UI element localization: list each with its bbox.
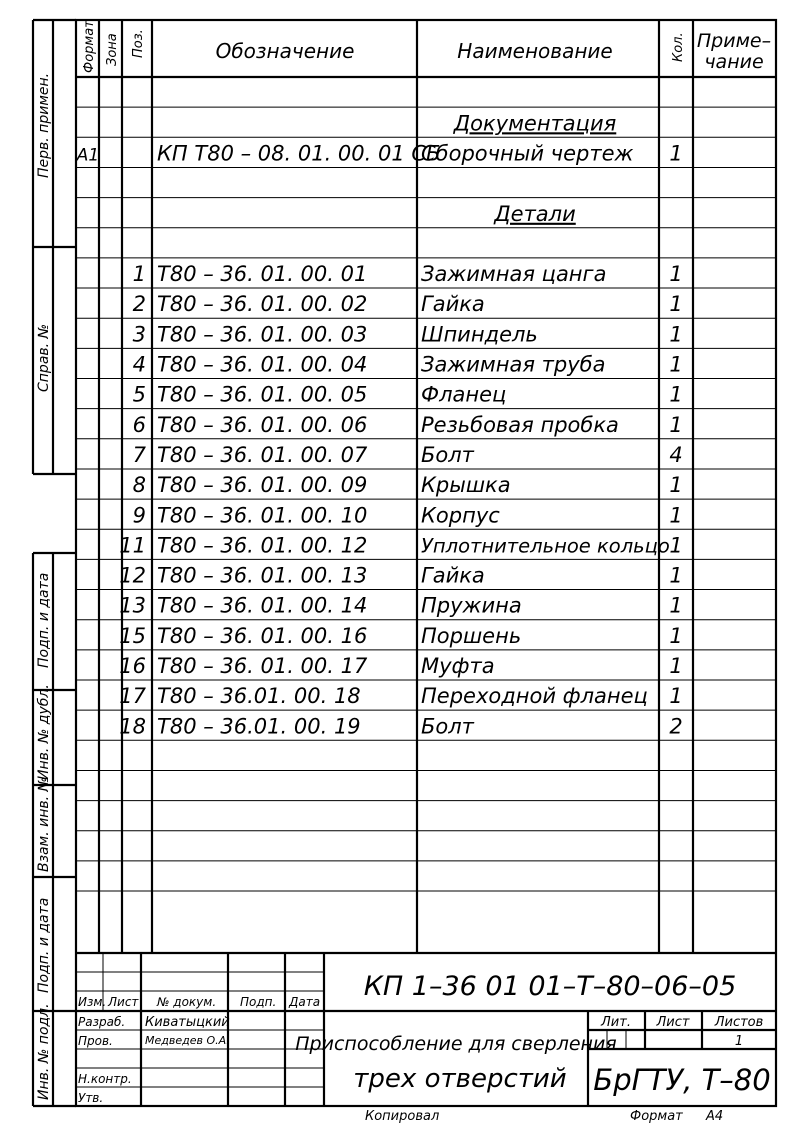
cell-designation: Т80 – 36. 01. 00. 07 <box>157 442 368 467</box>
cell-qty: 1 <box>669 473 683 498</box>
sidebar-inv-dubl: Инв. № дубл. <box>36 684 52 780</box>
table-header <box>82 20 771 73</box>
cell-name: Гайка <box>421 292 485 317</box>
cell-pos: 17 <box>119 684 146 709</box>
label-list2: Лист <box>656 1015 690 1030</box>
header-note-line1: Приме– <box>696 30 772 52</box>
header-qty: Кол. <box>671 32 686 62</box>
sidebar-vzam-inv: Взам. инв. № <box>36 776 52 872</box>
header-zone: Зона <box>105 33 120 66</box>
table-row <box>133 322 683 346</box>
footer-format-label: Формат <box>630 1109 683 1124</box>
cell-name: Уплотнительное кольцо <box>421 534 670 558</box>
cell-designation: Т80 – 36.01. 00. 19 <box>157 714 361 739</box>
cell-pos: 12 <box>119 563 146 588</box>
cell-name: Зажимная цанга <box>421 262 607 287</box>
table-row <box>133 443 683 467</box>
table-row <box>133 503 683 527</box>
sidebar-podp-data-1: Подп. и дата <box>36 572 52 668</box>
table-row <box>119 533 682 557</box>
title-line1: Приспособление для сверления <box>295 1033 617 1055</box>
cell-name: Переходной фланец <box>421 684 648 709</box>
label-nkontr: Н.контр. <box>78 1072 132 1086</box>
cell-designation: Т80 – 36. 01. 00. 05 <box>157 382 368 407</box>
cell-qty: 1 <box>669 382 683 407</box>
cell-qty: 1 <box>669 623 683 648</box>
cell-qty: 1 <box>669 412 683 437</box>
table-row <box>119 564 682 588</box>
cell-qty: 1 <box>669 352 683 377</box>
section-header-row <box>453 111 617 135</box>
cell-qty: 1 <box>669 533 683 558</box>
cell-designation: Т80 – 36. 01. 00. 17 <box>157 654 368 678</box>
cell-pos: 16 <box>119 654 146 678</box>
section-header-row <box>493 202 576 226</box>
cell-designation: Т80 – 36. 01. 00. 01 <box>157 262 368 287</box>
cell-pos: 13 <box>119 593 146 618</box>
cell-pos: 15 <box>119 623 146 648</box>
table-row <box>133 262 683 286</box>
cell-qty: 1 <box>669 141 683 166</box>
label-razrab: Разраб. <box>78 1015 126 1029</box>
cell-pos: 5 <box>132 382 146 407</box>
table-row <box>119 714 682 738</box>
sidebar-perv-primen: Перв. примен. <box>36 72 52 178</box>
cell-pos: 9 <box>132 503 146 528</box>
section-title: Документация <box>453 111 617 136</box>
table-row <box>133 473 683 497</box>
sidebar-podp-data-2: Подп. и дата <box>36 897 52 993</box>
table-row <box>119 624 682 648</box>
cell-name: Сборочный чертеж <box>421 141 634 166</box>
cell-format: A1 <box>76 145 100 166</box>
doc-code: КП 1–36 01 01–Т–80–06–05 <box>363 971 737 1002</box>
cell-qty: 1 <box>669 593 683 618</box>
cell-qty: 2 <box>669 714 683 739</box>
cell-pos: 8 <box>132 473 146 498</box>
cell-pos: 6 <box>132 412 146 437</box>
sidebar-sprav-no: Справ. № <box>36 323 52 392</box>
cell-designation: Т80 – 36. 01. 00. 06 <box>157 412 368 437</box>
cell-pos: 1 <box>132 262 146 287</box>
header-format: Формат <box>82 20 97 73</box>
section-title: Детали <box>494 201 576 226</box>
cell-name: Шпиндель <box>421 322 538 347</box>
cell-qty: 1 <box>669 654 683 678</box>
cell-pos: 4 <box>132 352 146 377</box>
label-list: Лист <box>108 995 139 1009</box>
cell-designation: Т80 – 36. 01. 00. 03 <box>157 322 368 347</box>
table-row <box>119 594 682 618</box>
table-row <box>119 654 682 678</box>
header-name: Наименование <box>457 39 613 63</box>
label-podp: Подп. <box>240 995 277 1009</box>
cell-designation: Т80 – 36. 01. 00. 12 <box>157 533 368 558</box>
cell-pos: 11 <box>119 533 146 558</box>
cell-name: Крышка <box>421 473 511 498</box>
cell-designation: Т80 – 36. 01. 00. 09 <box>157 473 368 498</box>
cell-name: Поршень <box>421 623 522 648</box>
header-designation: Обозначение <box>215 39 355 63</box>
table-row <box>76 141 683 165</box>
cell-qty: 4 <box>669 442 683 467</box>
cell-designation: КП Т80 – 08. 01. 00. 01 СБ <box>157 141 441 166</box>
cell-qty: 1 <box>669 322 683 347</box>
prov-name: Медведев О.А. <box>145 1034 230 1047</box>
razrab-name: Киватыцкий <box>145 1015 230 1030</box>
cell-name: Зажимная труба <box>421 352 606 377</box>
header-note-line2: чание <box>704 51 764 73</box>
cell-name: Болт <box>421 442 474 467</box>
cell-designation: Т80 – 36. 01. 00. 10 <box>157 503 368 528</box>
label-data: Дата <box>289 995 321 1009</box>
footer-format-value: А4 <box>706 1109 724 1124</box>
title-line2: трех отверстий <box>353 1064 567 1094</box>
footer-copied: Копировал <box>365 1109 440 1124</box>
cell-name: Пружина <box>421 593 522 618</box>
cell-qty: 1 <box>669 503 683 528</box>
label-izm: Изм. <box>78 995 107 1009</box>
cell-pos: 7 <box>132 442 146 467</box>
cell-name: Болт <box>421 714 474 739</box>
cell-name: Корпус <box>421 503 500 528</box>
cell-pos: 2 <box>132 292 146 317</box>
cell-qty: 1 <box>669 262 683 287</box>
label-lit: Лит. <box>601 1015 631 1030</box>
binding-strip <box>33 20 76 1106</box>
cell-name: Муфта <box>421 654 495 678</box>
table-row <box>133 353 683 377</box>
cell-designation: Т80 – 36. 01. 00. 02 <box>157 292 368 317</box>
cell-qty: 1 <box>669 684 683 709</box>
table-row <box>133 292 683 316</box>
table-row <box>119 684 682 708</box>
cell-designation: Т80 – 36. 01. 00. 04 <box>157 352 368 377</box>
sidebar-inv-podl: Инв. № подл. <box>36 1003 52 1100</box>
label-prov: Пров. <box>78 1034 113 1048</box>
table-row <box>133 383 683 407</box>
cell-pos: 3 <box>132 322 146 347</box>
spec-rows <box>76 111 683 738</box>
label-doc-no: № докум. <box>157 995 217 1009</box>
cell-pos: 18 <box>119 714 146 739</box>
header-pos: Поз. <box>131 29 146 58</box>
cell-designation: Т80 – 36.01. 00. 18 <box>157 684 361 709</box>
cell-designation: Т80 – 36. 01. 00. 13 <box>157 563 368 588</box>
cell-name: Резьбовая пробка <box>421 412 619 437</box>
listov-value: 1 <box>734 1034 744 1049</box>
cell-name: Гайка <box>421 563 485 588</box>
cell-designation: Т80 – 36. 01. 00. 14 <box>157 593 368 618</box>
label-utv: Утв. <box>78 1091 104 1105</box>
cell-qty: 1 <box>669 563 683 588</box>
cell-designation: Т80 – 36. 01. 00. 16 <box>157 623 368 648</box>
label-listov: Листов <box>714 1015 764 1030</box>
cell-qty: 1 <box>669 292 683 317</box>
title-block <box>76 953 776 1106</box>
organization: БрГТУ, Т–80 <box>593 1063 771 1097</box>
cell-name: Фланец <box>421 382 507 407</box>
table-row <box>133 413 683 437</box>
